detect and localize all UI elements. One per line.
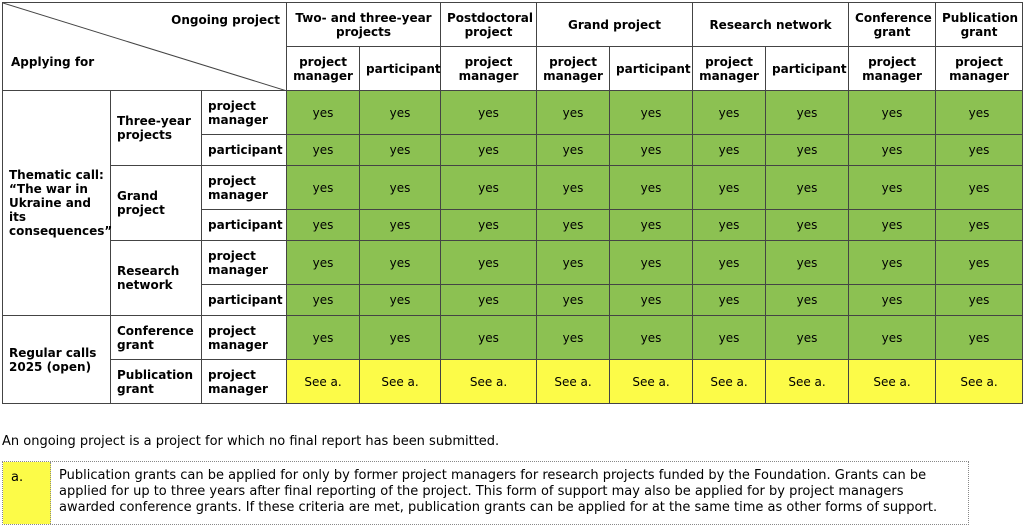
table-row [3,241,1023,285]
yes-cell: yes [610,166,693,210]
yes-cell: yes [537,91,610,135]
yes-cell: yes [849,135,936,166]
col-group-two-three-year: Two- and three-year projects [287,3,441,47]
yes-cell: yes [766,241,849,285]
yes-cell: yes [693,210,766,241]
yes-cell: yes [936,241,1023,285]
see-note-cell: See a. [610,360,693,404]
col-role-pm: project manager [287,47,360,91]
yes-cell: yes [610,241,693,285]
yes-cell: yes [766,210,849,241]
row-role-pm: project manager [202,166,287,210]
yes-cell: yes [849,316,936,360]
yes-cell: yes [936,316,1023,360]
yes-cell: yes [441,91,537,135]
yes-cell: yes [441,166,537,210]
yes-cell: yes [287,210,360,241]
row-group-regular: Regular calls 2025 (open) [3,316,111,404]
yes-cell: yes [441,210,537,241]
col-group-grand: Grand project [537,3,693,47]
col-group-postdoctoral: Postdoctoral project [441,3,537,47]
yes-cell: yes [849,285,936,316]
yes-cell: yes [287,135,360,166]
see-note-cell: See a. [849,360,936,404]
yes-cell: yes [441,241,537,285]
yes-cell: yes [693,91,766,135]
yes-cell: yes [693,316,766,360]
yes-cell: yes [849,210,936,241]
col-group-publication: Publication grant [936,3,1023,47]
col-role-pm: project manager [441,47,537,91]
col-role-participant: participant [766,47,849,91]
see-note-cell: See a. [936,360,1023,404]
row-sub-publication: Publication grant [111,360,202,404]
yes-cell: yes [360,210,441,241]
yes-cell: yes [537,210,610,241]
yes-cell: yes [537,241,610,285]
row-role-pm: project manager [202,241,287,285]
note-text: Publication grants can be applied for only by former project managers for research projects funded by the Foundation. Grants can be applied for up to three years after final reporting of the project. This form of support may also be applied for by project managers awarded conference grants. If these criteria are met, publication grants can be applied for at the same time as other forms of support. [59,468,938,515]
yes-cell: yes [441,135,537,166]
yes-cell: yes [610,91,693,135]
row-role-pm: project manager [202,316,287,360]
row-sub-grand: Grand project [111,166,202,241]
col-role-pm: project manager [537,47,610,91]
yes-cell: yes [936,285,1023,316]
table-row [3,360,1023,404]
yes-cell: yes [849,166,936,210]
yes-cell: yes [360,135,441,166]
row-role-participant: participant [202,135,287,166]
see-note-cell: See a. [441,360,537,404]
yes-cell: yes [537,166,610,210]
yes-cell: yes [360,316,441,360]
yes-cell: yes [537,135,610,166]
yes-cell: yes [936,166,1023,210]
table-corner-header [3,3,287,91]
yes-cell: yes [537,285,610,316]
ongoing-project-label: Ongoing project [171,13,281,27]
note-a-box [2,461,969,525]
note-key: a. [3,462,51,524]
row-sub-three-year: Three-year projects [111,91,202,166]
yes-cell: yes [441,316,537,360]
col-role-pm: project manager [936,47,1023,91]
yes-cell: yes [693,135,766,166]
yes-cell: yes [287,166,360,210]
yes-cell: yes [849,241,936,285]
yes-cell: yes [610,316,693,360]
row-role-participant: participant [202,210,287,241]
col-group-conference: Conference grant [849,3,936,47]
col-role-pm: project manager [849,47,936,91]
yes-cell: yes [287,285,360,316]
yes-cell: yes [360,166,441,210]
col-role-participant: participant [610,47,693,91]
table-row [3,316,1023,360]
applying-for-label: Applying for [11,55,95,69]
col-role-participant: participant [360,47,441,91]
row-group-thematic: Thematic call: “The war in Ukraine and its consequences” [3,91,111,316]
col-group-network: Research network [693,3,849,47]
yes-cell: yes [441,285,537,316]
see-note-cell: See a. [360,360,441,404]
yes-cell: yes [936,91,1023,135]
table-row [3,91,1023,135]
yes-cell: yes [766,316,849,360]
yes-cell: yes [936,210,1023,241]
ongoing-definition: An ongoing project is a project for which no final report has been submitted. [2,434,500,449]
yes-cell: yes [360,91,441,135]
see-note-cell: See a. [693,360,766,404]
yes-cell: yes [766,135,849,166]
col-role-pm: project manager [693,47,766,91]
row-sub-conference: Conference grant [111,316,202,360]
yes-cell: yes [610,210,693,241]
yes-cell: yes [766,166,849,210]
row-role-pm: project manager [202,91,287,135]
yes-cell: yes [766,91,849,135]
yes-cell: yes [537,316,610,360]
table-row [3,166,1023,210]
yes-cell: yes [693,241,766,285]
yes-cell: yes [936,135,1023,166]
yes-cell: yes [693,285,766,316]
yes-cell: yes [287,91,360,135]
row-sub-network: Research network [111,241,202,316]
yes-cell: yes [360,285,441,316]
yes-cell: yes [287,316,360,360]
yes-cell: yes [360,241,441,285]
yes-cell: yes [610,285,693,316]
yes-cell: yes [849,91,936,135]
see-note-cell: See a. [537,360,610,404]
yes-cell: yes [287,241,360,285]
eligibility-table [2,2,1023,404]
yes-cell: yes [610,135,693,166]
row-role-participant: participant [202,285,287,316]
yes-cell: yes [693,166,766,210]
see-note-cell: See a. [287,360,360,404]
row-role-pm: project manager [202,360,287,404]
yes-cell: yes [766,285,849,316]
see-note-cell: See a. [766,360,849,404]
